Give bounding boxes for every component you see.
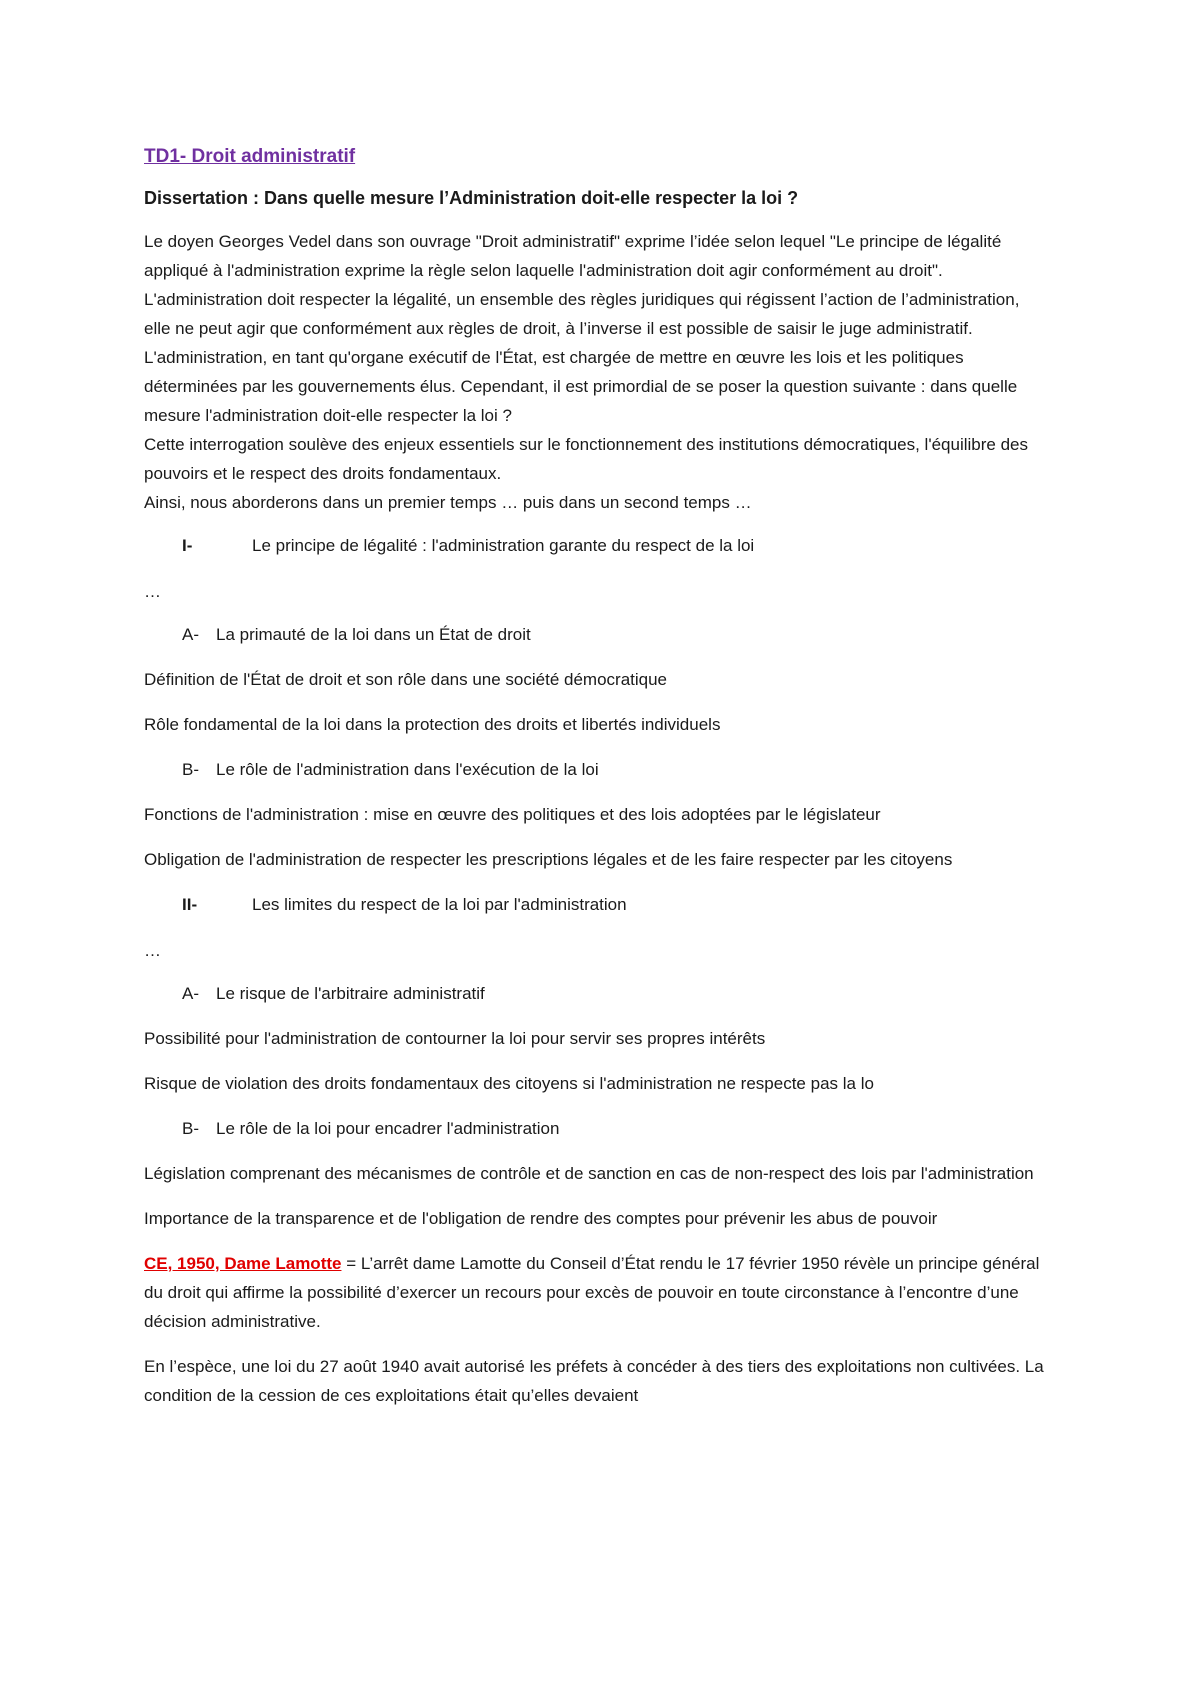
- part-2-sub-a-point-2: Risque de violation des droits fondamentaux des citoyens si l'administration ne respecte pas la lo: [144, 1074, 874, 1093]
- part-1-sub-a-number: A-: [182, 625, 199, 644]
- part-1-ellipsis: …: [144, 582, 161, 601]
- document-title: TD1- Droit administratif: [144, 146, 356, 167]
- part-1-title: Le principe de légalité : l'administration garante du respect de la loi: [252, 536, 755, 555]
- dissertation-subject: Dissertation : Dans quelle mesure l’Administration doit-elle respecter la loi ?: [144, 188, 799, 208]
- part-2-sub-b-point-1: Législation comprenant des mécanismes de contrôle et de sanction en cas de non-respect des lois par l'administration: [144, 1164, 1034, 1183]
- part-1-sub-a-point-2: Rôle fondamental de la loi dans la protection des droits et libertés individuels: [144, 715, 721, 734]
- intro-line-1: L'administration, en tant qu'organe exécutif de l'État, est chargée de mettre en œuvre les lois et les politiques déterminées par les gouvernements élus. Cependant, il est primordial de se poser la question suivante : dans quelle mesure l'administration doit-elle respecter la loi ?: [144, 348, 1018, 425]
- part-1-number: I-: [182, 536, 193, 555]
- part-2-sub-a-title: Le risque de l'arbitraire administratif: [216, 984, 485, 1003]
- facts-paragraph: En l’espèce, une loi du 27 août 1940 avait autorisé les préfets à concéder à des tiers des exploitations non cultivées. La condition de la cession de ces exploitations était qu’elles devaient: [144, 1357, 1044, 1405]
- part-1-sub-b-number: B-: [182, 760, 199, 779]
- part-2-sub-b-point-2: Importance de la transparence et de l'obligation de rendre des comptes pour prévenir les abus de pouvoir: [144, 1209, 938, 1228]
- intro-paragraph: Le doyen Georges Vedel dans son ouvrage "Droit administratif" exprime l’idée selon lequel "Le principe de légalité appliqué à l'administration exprime la règle selon laquelle l'administration doit agir conformément au droit". L'administration doit respecter la légalité, un ensemble des règles juridiques qui régissent l’action de l’administration, elle ne peut agir que conformément aux règles de droit, à l’inverse il est possible de saisir le juge administratif.: [144, 232, 1020, 338]
- part-2-heading: [182, 890, 1050, 919]
- part-1-heading: [182, 531, 1050, 560]
- part-1-sub-b-title: Le rôle de l'administration dans l'exécution de la loi: [216, 760, 599, 779]
- part-2-sub-a-heading: [182, 979, 1050, 1008]
- part-2-sub-b-heading: [182, 1114, 1050, 1143]
- case-law-text: L’arrêt dame Lamotte du Conseil d’État rendu le 17 février 1950 révèle un principe général du droit qui affirme la possibilité d’exercer un recours pour excès de pouvoir en toute circonstance à l’encontre d’une décision administrative.: [144, 1254, 1040, 1331]
- part-1-sub-a-heading: [182, 620, 1050, 649]
- part-2-number: II-: [182, 895, 198, 914]
- part-1-sub-b-point-1: Fonctions de l'administration : mise en œuvre des politiques et des lois adoptées par le législateur: [144, 805, 881, 824]
- intro-line-3: Ainsi, nous aborderons dans un premier temps … puis dans un second temps …: [144, 493, 752, 512]
- case-law-reference: CE, 1950, Dame Lamotte: [144, 1254, 342, 1273]
- case-law-paragraph: [144, 1249, 1050, 1336]
- part-2-ellipsis: …: [144, 941, 161, 960]
- part-2-sub-b-number: B-: [182, 1119, 199, 1138]
- intro-line-2: Cette interrogation soulève des enjeux essentiels sur le fonctionnement des institutions démocratiques, l'équilibre des pouvoirs et le respect des droits fondamentaux.: [144, 435, 1028, 483]
- part-1-sub-b-heading: [182, 755, 1050, 784]
- part-1-sub-b-point-2: Obligation de l'administration de respecter les prescriptions légales et de les faire respecter par les citoyens: [144, 850, 953, 869]
- part-2-sub-a-number: A-: [182, 984, 199, 1003]
- part-2-sub-a-point-1: Possibilité pour l'administration de contourner la loi pour servir ses propres intérêts: [144, 1029, 766, 1048]
- part-2-title: Les limites du respect de la loi par l'administration: [252, 895, 627, 914]
- case-law-separator: =: [341, 1254, 361, 1273]
- part-1-sub-a-point-1: Définition de l'État de droit et son rôle dans une société démocratique: [144, 670, 668, 689]
- part-1-sub-a-title: La primauté de la loi dans un État de droit: [216, 625, 531, 644]
- part-2-sub-b-title: Le rôle de la loi pour encadrer l'administration: [216, 1119, 560, 1138]
